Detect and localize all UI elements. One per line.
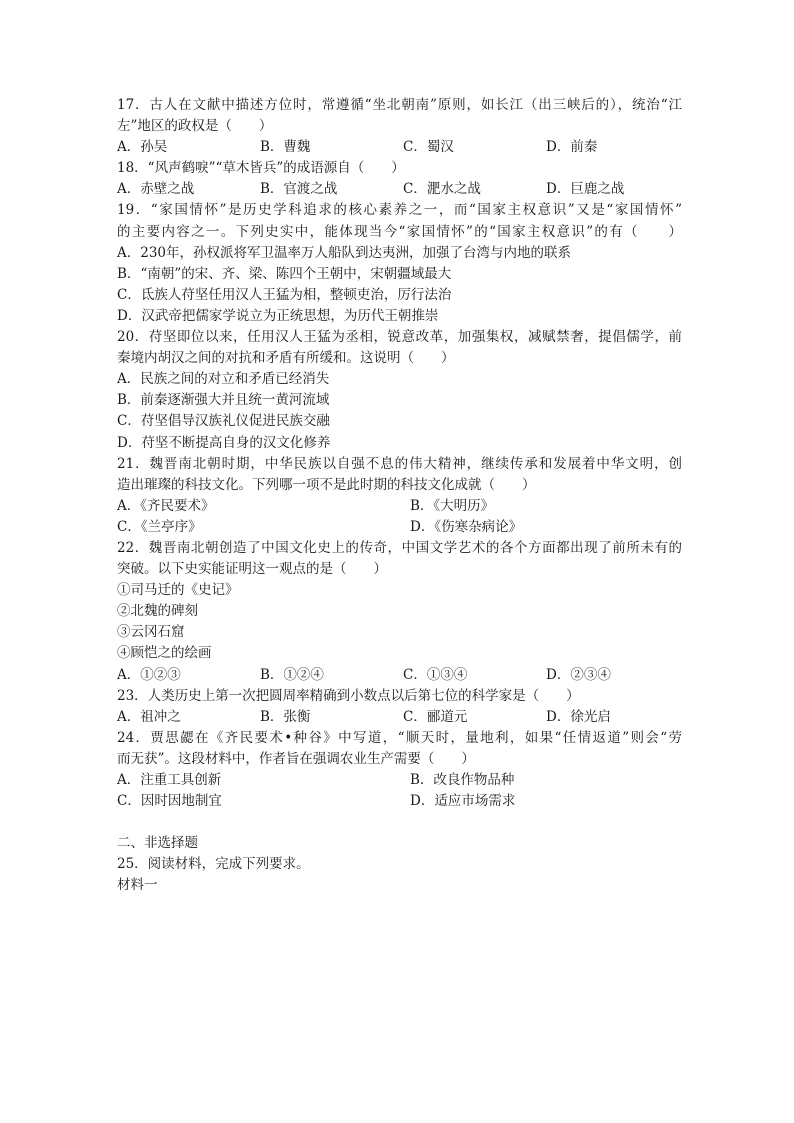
q20-option-c: C．苻坚倡导汉族礼仪促进民族交融 xyxy=(117,413,330,430)
q19-stem-line-2: 的主要内容之一。下列史实中，能体现当今“家国情怀”的“国家主权意识”的有（ ） xyxy=(117,223,682,240)
q23-option-b: B．张衡 xyxy=(260,708,311,725)
q21-option-b: B．《大明历》 xyxy=(410,497,495,514)
q25-stem: 25．阅读材料，完成下列要求。 xyxy=(117,856,310,873)
q24-stem-line-2: 而无获”。这段材料中，作者旨在强调农业生产需要（ ） xyxy=(117,750,475,767)
q21-stem-line-2: 造出璀璨的科技文化。下列哪一项不是此时期的科技文化成就（ ） xyxy=(117,476,536,493)
q18-options xyxy=(117,179,682,200)
q23-stem-line-1: 23．人类历史上第一次把圆周率精确到小数点以后第七位的科学家是（ ） xyxy=(117,687,580,704)
q18-option-a: A．赤壁之战 xyxy=(117,181,195,198)
q17-option-a: A．孙吴 xyxy=(117,139,168,156)
q24-options-row-2 xyxy=(117,791,682,812)
q17-options xyxy=(117,137,682,158)
q18-stem-line-1: 18．“风声鹤唳”“草木皆兵”的成语源自（ ） xyxy=(117,160,405,177)
q20-stem-line-1: 20．苻坚即位以来，任用汉人王猛为丞相，锐意改革，加强集权，减赋禁奢，提倡儒学，前 xyxy=(117,329,682,346)
q24-stem-line-1: 24．贾思勰在《齐民要术•种谷》中写道，“顺天时，量地利，如果“任情返道”则会“劳 xyxy=(117,729,682,746)
q22-option-a: A．①②③ xyxy=(117,666,181,683)
q21-option-a: A．《齐民要术》 xyxy=(117,497,215,514)
q22-stem-line-1: 22．魏晋南北朝创造了中国文化史上的传奇，中国文学艺术的各个方面都出现了前所未有的 xyxy=(117,539,682,556)
q24-option-c: C．因时因地制宜 xyxy=(117,793,222,810)
exam-page xyxy=(117,95,682,897)
q19-option-b: B．“南朝”的宋、齐、梁、陈四个王朝中，宋朝疆域最大 xyxy=(117,265,452,282)
q17-option-c: C．蜀汉 xyxy=(403,139,454,156)
q22-item-1: ①司马迁的《史记》 xyxy=(117,582,239,599)
q17-option-b: B．曹魏 xyxy=(260,139,311,156)
q22-options xyxy=(117,665,682,686)
q22-option-d: D．②③④ xyxy=(546,666,611,683)
q19-option-d: D．汉武帝把儒家学说立为正统思想，为历代王朝推崇 xyxy=(117,307,439,324)
q17-stem-line-2: 左”地区的政权是（ ） xyxy=(117,118,273,135)
q20-option-b: B．前秦逐渐强大并且统一黄河流域 xyxy=(117,392,330,409)
section-heading: 二、非选择题 xyxy=(117,835,198,852)
q17-stem-line-1: 17．古人在文献中描述方位时，常遵循“坐北朝南”原则，如长江（出三峡后的），统治“江 xyxy=(117,97,682,113)
q18-option-c: C．淝水之战 xyxy=(403,181,481,198)
q22-option-b: B．①②④ xyxy=(260,666,324,683)
q22-option-c: C．①③④ xyxy=(403,666,468,683)
q18-option-d: D．巨鹿之战 xyxy=(546,181,625,198)
q19-stem-line-1: 19．“家国情怀”是历史学科追求的核心素养之一，而“国家主权意识”又是“家国情怀” xyxy=(117,202,682,219)
q18-option-b: B．官渡之战 xyxy=(260,181,338,198)
q24-options-row-1 xyxy=(117,770,682,791)
q21-options-row-2 xyxy=(117,517,682,538)
q21-option-d: D．《伤寒杂病论》 xyxy=(410,518,523,535)
q19-option-a: A．230年，孙权派将军卫温率万人船队到达夷洲，加强了台湾与内地的联系 xyxy=(117,244,572,261)
q23-option-a: A．祖冲之 xyxy=(117,708,181,725)
q21-stem-line-1: 21．魏晋南北朝时期，中华民族以自强不息的伟大精神，继续传承和发展着中华文明，创 xyxy=(117,455,682,472)
q17-option-d: D．前秦 xyxy=(546,139,598,156)
q21-option-c: C．《兰亭序》 xyxy=(117,518,202,535)
q20-stem-line-2: 秦境内胡汉之间的对抗和矛盾有所缓和。这说明（ ） xyxy=(117,350,455,367)
q20-option-d: D．苻坚不断提高自身的汉文化修养 xyxy=(117,434,331,451)
q22-item-3: ③云冈石窟 xyxy=(117,624,185,641)
q23-options xyxy=(117,707,682,728)
q23-option-c: C．郦道元 xyxy=(403,708,468,725)
q22-item-4: ④顾恺之的绘画 xyxy=(117,645,212,662)
q22-item-2: ②北魏的碑刻 xyxy=(117,603,198,620)
q24-option-d: D．适应市场需求 xyxy=(410,793,516,810)
section-gap xyxy=(117,812,682,833)
q23-option-d: D．徐光启 xyxy=(546,708,611,725)
q21-options-row-1 xyxy=(117,496,682,517)
q24-option-b: B．改良作物品种 xyxy=(410,772,515,788)
q20-option-a: A．民族之间的对立和矛盾已经消失 xyxy=(117,371,330,388)
q19-option-c: C．氐族人苻坚任用汉人王猛为相，整顿吏治，厉行法治 xyxy=(117,286,452,303)
material-label: 材料一 xyxy=(117,877,158,894)
q22-stem-line-2: 突破。以下史实能证明这一观点的是（ ） xyxy=(117,561,387,578)
q24-option-a: A．注重工具创新 xyxy=(117,772,222,788)
